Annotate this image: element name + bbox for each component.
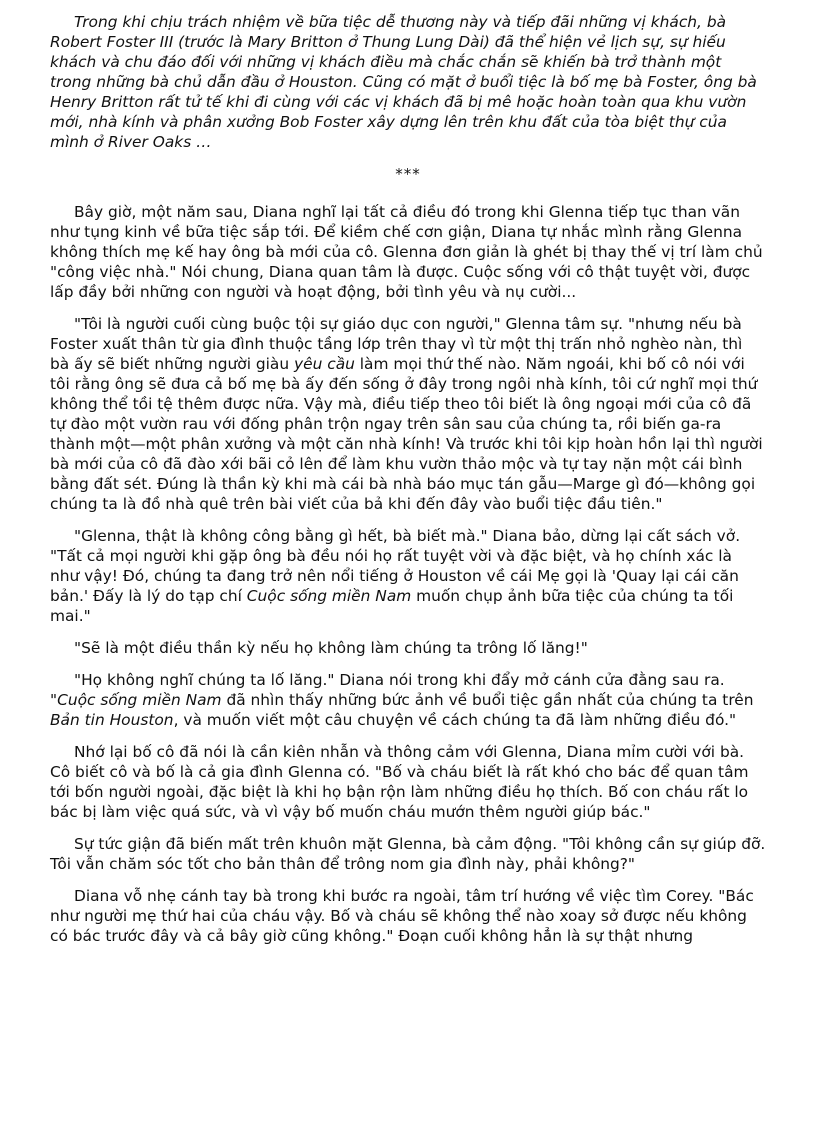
paragraph-8: Diana vỗ nhẹ cánh tay bà trong khi bước ra ngoài, tâm trí hướng về việc tìm Corey. "Bác như người mẹ thứ hai của cháu vậy. Bố và cháu sẽ không thể nào xoay sở được nếu không có bác trước đây và cả bây giờ cũng không." Đoạn cuối không hẳn là sự thật nhưng [50, 887, 754, 945]
magazine-title-2: Cuộc sống miền Nam [57, 691, 222, 709]
paragraph-5 [50, 670, 766, 730]
paragraph-5-part-a: "Họ không nghĩ chúng ta lố lăng." Diana nói trong khi đẩy mở cánh cửa đằng sau ra. " [50, 671, 725, 709]
paragraph-2-part-a: "Tôi là người cuối cùng buộc tội sự giáo dục con người," Glenna tâm sự. "nhưng nếu bà Foster xuất thân từ gia đình thuộc tầng lớp trên thay vì từ một thị trấn nhỏ nghèo nàn, thì bà ấy sẽ biết những người giàu [50, 315, 743, 373]
paragraph-3 [50, 526, 766, 626]
paragraph-6: Nhớ lại bố cô đã nói là cần kiên nhẫn và thông cảm với Glenna, Diana mỉm cười với bà. Cô biết cô và bố là cả gia đình Glenna có. "Bố và cháu biết là rất khó cho bác để quan tâm tới bốn người ngoài, đặc biệt là khi họ bận rộn làm những điều họ thích. Bố con cháu rất lo bác bị làm việc quá sức, và vì vậy bố muốn cháu mướn thêm người giúp bác." [50, 743, 749, 821]
paragraph-1: Bây giờ, một năm sau, Diana nghĩ lại tất cả điều đó trong khi Glenna tiếp tục than vãn như tụng kinh về bữa tiệc sắp tới. Để kiềm chế cơn giận, Diana tự nhắc mình rằng Glenna không thích mẹ kế hay ông bà mới của cô. Glenna đơn giản là ghét bị thay thế vị trí làm chủ "công việc nhà." Nói chung, Diana quan tâm là được. Cuộc sống với cô thật tuyệt vời, được lấp đầy bởi những con người và hoạt động, bởi tình yêu và nụ cười... [50, 203, 763, 301]
intro-paragraph: Trong khi chịu trách nhiệm về bữa tiệc dễ thương này và tiếp đãi những vị khách, bà Robert Foster III (trước là Mary Britton ở Thung Lung Dài) đã thể hiện vẻ lịch sự, sự hiếu khách và chu đáo đối với những vị khách điều mà chắc chắn sẽ khiến bà trở thành một trong những bà chủ dẫn đầu ở Houston. Cũng có mặt ở buổi tiệc là bố mẹ bà Foster, ông bà Henry Britton rất tử tế khi đi cùng với các vị khách đã bị mê hoặc hoàn toàn qua khu vườn mới, nhà kính và phân xưởng Bob Foster xây dựng lên trên khu đất của tòa biệt thự của mình ở River Oaks … [50, 13, 757, 151]
paragraph-4: "Sẽ là một điều thần kỳ nếu họ không làm chúng ta trông lố lăng!" [74, 639, 588, 657]
magazine-title: Cuộc sống miền Nam [246, 587, 412, 605]
paragraph-2-emphasis: yêu cầu [294, 355, 355, 373]
paragraph-3-part-a: "Glenna, thật là không công bằng gì hết, bà biết mà." Diana bảo, dừng lại cất sách vở. "Tất cả mọi người khi gặp ông bà đều nói họ rất tuyệt vời và đặc biệt, và họ chính xác là như vậy! Đó, chúng ta đang trở nên nổi tiếng ở Houston về cái Mẹ gọi là 'Quay lại cái căn bản.' Đấy là lý do tạp chí [50, 527, 741, 605]
paragraph-2-part-b: làm mọi thứ thế nào. Năm ngoái, khi bố cô nói với tôi rằng ông sẽ đưa cả bố mẹ bà ấy đến sống ở đây trong ngôi nhà kính, tôi cứ nghĩ mọi thứ không thể tồi tệ thêm được nữa. Vậy mà, điều tiếp theo tôi biết là ông ngoại mới của cô đã tự đào một vườn rau với đống phân trộn ngay trên sân sau của chúng ta, rồi biến ga-ra thành một—một phân xưởng và một căn nhà kính! Và trước khi tôi kịp hoàn hồn lại thì người bà mới của cô đã đào xới bãi cỏ lên để làm khu vườn thảo mộc và tự tay nặn một cái bình bằng đất sét. Đúng là thần kỳ khi mà cái bà nhà báo mục tán gẫu—Marge gì đó—không gọi chúng ta là đồ nhà quê trên bài viết của bả khi đến đây vào buổi tiệc đầu tiên." [50, 355, 763, 513]
newspaper-title: Bản tin Houston [50, 711, 174, 729]
paragraph-5-part-c: , và muốn viết một câu chuyện về cách chúng ta đã làm những điều đó." [173, 711, 737, 729]
section-separator: *** [395, 165, 421, 183]
paragraph-7: Sự tức giận đã biến mất trên khuôn mặt Glenna, bà cảm động. "Tôi không cần sự giúp đỡ. Tôi vẫn chăm sóc tốt cho bản thân để trông nom gia đình này, phải không?" [50, 835, 766, 873]
paragraph-5-part-b: đã nhìn thấy những bức ảnh về buổi tiệc gần nhất của chúng ta trên [221, 691, 754, 709]
paragraph-2 [50, 314, 766, 514]
paragraph-3-part-b: muốn chụp ảnh bữa tiệc của chúng ta tối mai." [50, 587, 734, 625]
